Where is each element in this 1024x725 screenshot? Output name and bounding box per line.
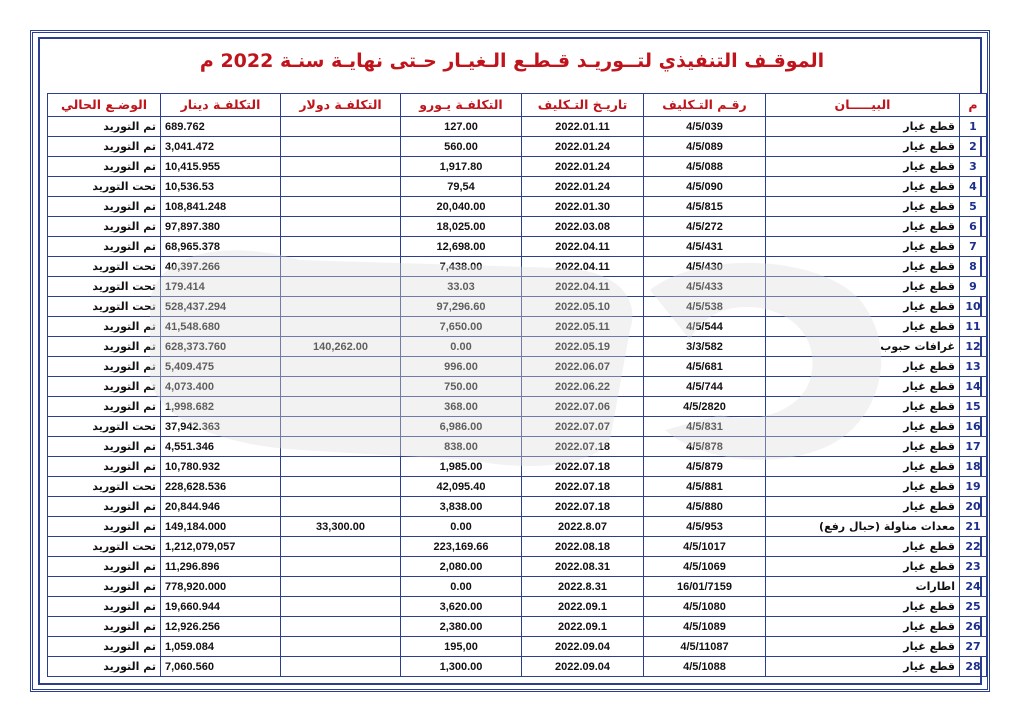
row-cost-dinar: 4,551.346 [161,437,281,457]
row-cost-euro: 1,985.00 [401,457,522,477]
row-cost-euro: 0.00 [401,577,522,597]
row-description: معدات مناولة (حبال رفع) [766,517,960,537]
row-status: تم التوريد [48,457,161,477]
row-cost-euro: 0.00 [401,517,522,537]
row-assignment-number: 4/5/1089 [644,617,766,637]
table-row [48,337,987,357]
row-assignment-date: 2022.07.18 [522,497,644,517]
row-cost-dollar [281,317,401,337]
table-row [48,177,987,197]
table-row [48,617,987,637]
row-cost-dollar [281,197,401,217]
row-assignment-date: 2022.01.24 [522,157,644,177]
row-cost-dollar [281,617,401,637]
row-number: 12 [960,337,987,357]
row-number: 22 [960,537,987,557]
row-status: تحت التوريد [48,537,161,557]
row-number: 16 [960,417,987,437]
row-assignment-number: 4/5/1080 [644,597,766,617]
row-description: غرافات حبوب [766,337,960,357]
row-number: 28 [960,657,987,677]
row-number: 9 [960,277,987,297]
row-assignment-date: 2022.07.18 [522,477,644,497]
row-cost-euro: 127.00 [401,117,522,137]
row-assignment-number: 4/5/881 [644,477,766,497]
row-cost-euro: 0.00 [401,337,522,357]
row-assignment-date: 2022.08.18 [522,537,644,557]
row-number: 23 [960,557,987,577]
row-description: قطع غيار [766,537,960,557]
row-description: قطع غيار [766,657,960,677]
row-status: تحت التوريد [48,177,161,197]
row-assignment-number: 4/5/433 [644,277,766,297]
row-status: تحت التوريد [48,257,161,277]
row-cost-dinar: 3,041.472 [161,137,281,157]
row-description: قطع غيار [766,497,960,517]
row-status: تم التوريد [48,597,161,617]
table-row [48,597,987,617]
row-number: 10 [960,297,987,317]
row-assignment-number: 4/5/544 [644,317,766,337]
document-title: الموقـف التنفيذي لتــوريـد قـطـع الـغيـار حـتى نهايـة سنـة 2022 م [199,50,825,72]
row-cost-dollar [281,497,401,517]
row-cost-euro: 12,698.00 [401,237,522,257]
row-assignment-number: 4/5/1017 [644,537,766,557]
row-assignment-date: 2022.05.11 [522,317,644,337]
row-number: 26 [960,617,987,637]
row-number: 27 [960,637,987,657]
row-cost-dinar: 1,998.682 [161,397,281,417]
row-cost-dinar: 97,897.380 [161,217,281,237]
row-cost-euro: 560.00 [401,137,522,157]
row-number: 17 [960,437,987,457]
row-assignment-date: 2022.01.11 [522,117,644,137]
row-cost-euro: 368.00 [401,397,522,417]
row-cost-dinar: 528,437.294 [161,297,281,317]
row-cost-dinar: 149,184.000 [161,517,281,537]
row-status: تحت التوريد [48,417,161,437]
row-cost-euro: 42,095.40 [401,477,522,497]
col-header-assignment-number: رقـم التـكليف [644,94,766,117]
row-assignment-number: 4/5/088 [644,157,766,177]
row-cost-dollar [281,177,401,197]
row-cost-dollar [281,357,401,377]
row-cost-euro: 3,620.00 [401,597,522,617]
row-cost-dollar: 140,262.00 [281,337,401,357]
row-assignment-date: 2022.06.22 [522,377,644,397]
row-assignment-number: 4/5/878 [644,437,766,457]
row-cost-euro: 996.00 [401,357,522,377]
row-cost-dinar: 7,060.560 [161,657,281,677]
row-status: تم التوريد [48,337,161,357]
row-number: 1 [960,117,987,137]
row-status: تم التوريد [48,217,161,237]
row-assignment-date: 2022.8.07 [522,517,644,537]
row-assignment-number: 4/5/831 [644,417,766,437]
row-description: قطع غيار [766,217,960,237]
table-row [48,297,987,317]
row-cost-dollar [281,557,401,577]
row-cost-euro: 6,986.00 [401,417,522,437]
row-assignment-date: 2022.07.18 [522,457,644,477]
table-row [48,537,987,557]
row-assignment-date: 2022.05.10 [522,297,644,317]
row-cost-dinar: 5,409.475 [161,357,281,377]
col-header-cost-dollar: التكلفـة دولار [281,94,401,117]
table-body [48,117,987,677]
row-cost-dollar [281,637,401,657]
row-cost-dinar: 1,212,079,057 [161,537,281,557]
row-assignment-date: 2022.07.07 [522,417,644,437]
row-description: قطع غيار [766,417,960,437]
col-header-number: م [960,94,987,117]
row-cost-dinar: 228,628.536 [161,477,281,497]
row-status: تم التوريد [48,637,161,657]
row-number: 21 [960,517,987,537]
row-assignment-date: 2022.01.30 [522,197,644,217]
row-assignment-number: 4/5/1069 [644,557,766,577]
row-description: قطع غيار [766,197,960,217]
row-status: تحت التوريد [48,297,161,317]
row-description: قطع غيار [766,357,960,377]
row-assignment-number: 4/5/681 [644,357,766,377]
col-header-description: البيـــــان [766,94,960,117]
col-header-cost-dinar: التكلفـة دينار [161,94,281,117]
row-description: قطع غيار [766,257,960,277]
row-assignment-number: 4/5/2820 [644,397,766,417]
row-status: تحت التوريد [48,277,161,297]
row-cost-dollar [281,117,401,137]
row-assignment-date: 2022.09.04 [522,637,644,657]
row-cost-euro: 223,169.66 [401,537,522,557]
row-status: تم التوريد [48,317,161,337]
row-cost-dinar: 179.414 [161,277,281,297]
row-cost-euro: 79,54 [401,177,522,197]
row-number: 5 [960,197,987,217]
supply-status-table [47,93,987,677]
row-assignment-number: 4/5/089 [644,137,766,157]
table-row [48,397,987,417]
row-description: قطع غيار [766,117,960,137]
table-row [48,517,987,537]
row-assignment-number: 3/3/582 [644,337,766,357]
row-cost-dinar: 10,780.932 [161,457,281,477]
row-cost-euro: 1,917.80 [401,157,522,177]
row-cost-euro: 97,296.60 [401,297,522,317]
row-cost-dinar: 108,841.248 [161,197,281,217]
row-status: تم التوريد [48,197,161,217]
row-assignment-number: 4/5/538 [644,297,766,317]
row-assignment-date: 2022.08.31 [522,557,644,577]
row-cost-dollar [281,477,401,497]
row-description: قطع غيار [766,457,960,477]
row-status: تم التوريد [48,137,161,157]
table-row [48,377,987,397]
row-assignment-date: 2022.09.1 [522,597,644,617]
table-row [48,577,987,597]
table-row [48,497,987,517]
row-cost-dollar [281,217,401,237]
col-header-current-status: الوضـع الحالي [48,94,161,117]
table-header-row [48,94,987,117]
row-cost-euro: 20,040.00 [401,197,522,217]
table-row [48,257,987,277]
row-description: قطع غيار [766,377,960,397]
row-number: 25 [960,597,987,617]
row-cost-dollar [281,417,401,437]
row-cost-euro: 195,00 [401,637,522,657]
row-assignment-number: 4/5/744 [644,377,766,397]
row-cost-euro: 2,080.00 [401,557,522,577]
row-description: قطع غيار [766,317,960,337]
row-assignment-date: 2022.01.24 [522,177,644,197]
row-cost-dinar: 40,397.266 [161,257,281,277]
row-assignment-date: 2022.01.24 [522,137,644,157]
row-description: قطع غيار [766,617,960,637]
row-number: 6 [960,217,987,237]
col-header-assignment-date: تاريـخ التـكليف [522,94,644,117]
row-assignment-date: 2022.04.11 [522,237,644,257]
table-row [48,557,987,577]
row-cost-dollar [281,597,401,617]
row-cost-dollar [281,157,401,177]
row-description: قطع غيار [766,557,960,577]
row-cost-dinar: 628,373.760 [161,337,281,357]
row-cost-euro: 7,438.00 [401,257,522,277]
row-cost-dollar [281,577,401,597]
row-number: 19 [960,477,987,497]
table-row [48,637,987,657]
row-cost-euro: 7,650.00 [401,317,522,337]
row-number: 2 [960,137,987,157]
row-assignment-date: 2022.07.18 [522,437,644,457]
row-status: تحت التوريد [48,477,161,497]
row-assignment-date: 2022.07.06 [522,397,644,417]
row-cost-euro: 18,025.00 [401,217,522,237]
table-row [48,657,987,677]
table-row [48,317,987,337]
row-description: قطع غيار [766,177,960,197]
row-assignment-number: 4/5/431 [644,237,766,257]
table-row [48,217,987,237]
row-status: تم التوريد [48,237,161,257]
row-cost-dinar: 20,844.946 [161,497,281,517]
row-assignment-number: 4/5/1088 [644,657,766,677]
row-cost-euro: 2,380.00 [401,617,522,637]
row-assignment-number: 4/5/815 [644,197,766,217]
table-row [48,197,987,217]
row-status: تم التوريد [48,617,161,637]
row-description: قطع غيار [766,477,960,497]
table-row [48,237,987,257]
row-cost-dinar: 689.762 [161,117,281,137]
row-cost-dinar: 12,926.256 [161,617,281,637]
row-number: 8 [960,257,987,277]
row-cost-dinar: 10,415.955 [161,157,281,177]
row-assignment-date: 2022.03.08 [522,217,644,237]
row-number: 7 [960,237,987,257]
row-number: 11 [960,317,987,337]
row-assignment-date: 2022.04.11 [522,277,644,297]
row-cost-dinar: 37,942.363 [161,417,281,437]
row-assignment-date: 2022.04.11 [522,257,644,277]
row-assignment-number: 4/5/430 [644,257,766,277]
row-assignment-date: 2022.09.1 [522,617,644,637]
row-assignment-number: 4/5/090 [644,177,766,197]
row-status: تم التوريد [48,157,161,177]
row-cost-dollar [281,397,401,417]
row-cost-dinar: 1,059.084 [161,637,281,657]
row-assignment-date: 2022.06.07 [522,357,644,377]
row-cost-dinar: 10,536.53 [161,177,281,197]
row-status: تم التوريد [48,497,161,517]
row-cost-euro: 838.00 [401,437,522,457]
row-status: تم التوريد [48,557,161,577]
table-row [48,277,987,297]
row-description: قطع غيار [766,157,960,177]
row-cost-dollar [281,377,401,397]
row-status: تم التوريد [48,657,161,677]
row-cost-dollar [281,537,401,557]
row-description: قطع غيار [766,137,960,157]
table-row [48,417,987,437]
row-cost-dinar: 19,660.944 [161,597,281,617]
row-number: 3 [960,157,987,177]
row-cost-dollar [281,137,401,157]
row-description: قطع غيار [766,437,960,457]
row-cost-euro: 1,300.00 [401,657,522,677]
row-number: 4 [960,177,987,197]
row-number: 18 [960,457,987,477]
row-number: 24 [960,577,987,597]
table-row [48,117,987,137]
row-assignment-date: 2022.09.04 [522,657,644,677]
row-status: تم التوريد [48,117,161,137]
table-row [48,477,987,497]
row-assignment-date: 2022.05.19 [522,337,644,357]
table-row [48,357,987,377]
table-row [48,137,987,157]
table-row [48,457,987,477]
row-assignment-number: 4/5/11087 [644,637,766,657]
row-description: اطارات [766,577,960,597]
row-description: قطع غيار [766,297,960,317]
row-assignment-number: 4/5/879 [644,457,766,477]
row-cost-dollar [281,277,401,297]
row-status: تم التوريد [48,397,161,417]
row-cost-dollar [281,457,401,477]
row-cost-dinar: 68,965.378 [161,237,281,257]
table-row [48,157,987,177]
row-assignment-number: 4/5/272 [644,217,766,237]
row-cost-dinar: 778,920.000 [161,577,281,597]
row-cost-euro: 3,838.00 [401,497,522,517]
row-number: 15 [960,397,987,417]
col-header-cost-euro: التكلفـة يـورو [401,94,522,117]
row-cost-dinar: 4,073.400 [161,377,281,397]
row-assignment-number: 4/5/039 [644,117,766,137]
row-status: تم التوريد [48,437,161,457]
row-status: تم التوريد [48,377,161,397]
row-cost-dollar [281,237,401,257]
row-cost-dollar [281,297,401,317]
row-assignment-number: 4/5/880 [644,497,766,517]
row-cost-dollar: 33,300.00 [281,517,401,537]
row-description: قطع غيار [766,277,960,297]
row-assignment-date: 2022.8.31 [522,577,644,597]
row-number: 13 [960,357,987,377]
row-description: قطع غيار [766,237,960,257]
row-status: تم التوريد [48,357,161,377]
row-description: قطع غيار [766,397,960,417]
row-status: تم التوريد [48,577,161,597]
row-description: قطع غيار [766,637,960,657]
row-cost-euro: 33.03 [401,277,522,297]
row-cost-dollar [281,257,401,277]
row-assignment-number: 4/5/953 [644,517,766,537]
row-number: 20 [960,497,987,517]
row-number: 14 [960,377,987,397]
row-cost-dinar: 11,296.896 [161,557,281,577]
row-status: تم التوريد [48,517,161,537]
row-description: قطع غيار [766,597,960,617]
row-cost-euro: 750.00 [401,377,522,397]
row-cost-dollar [281,657,401,677]
row-cost-dinar: 41,548.680 [161,317,281,337]
row-assignment-number: 16/01/7159 [644,577,766,597]
table-row [48,437,987,457]
row-cost-dollar [281,437,401,457]
